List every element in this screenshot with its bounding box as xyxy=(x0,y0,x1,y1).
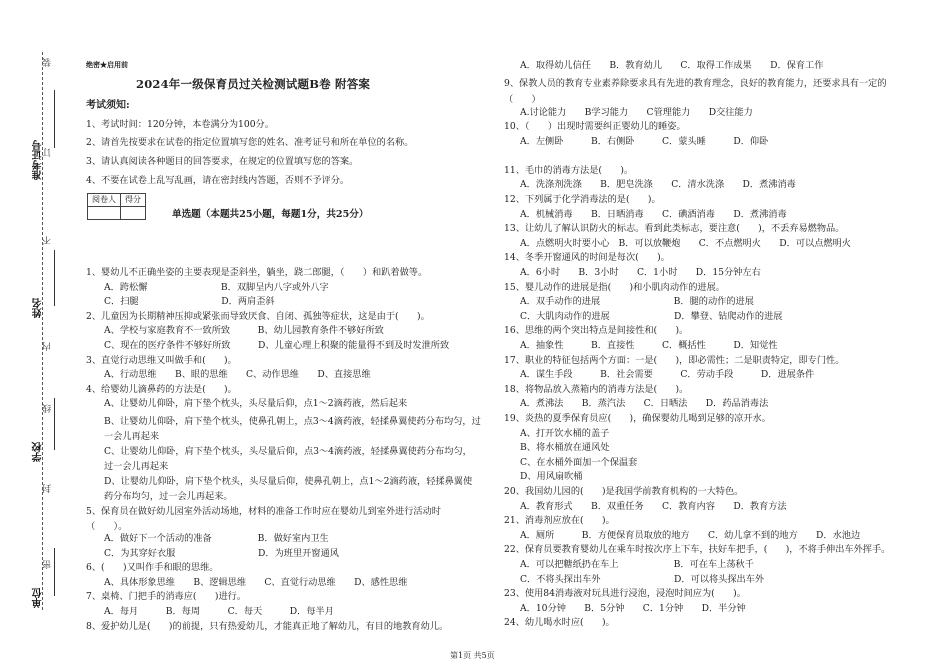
margin-dot: 不 xyxy=(43,236,53,245)
question-line: 12、下列属于化学消毒法的是( )。 xyxy=(504,194,661,205)
question-line: A．取得幼儿信任 B．教育幼儿 C．取得工作成果 D．保育工作 xyxy=(520,60,824,71)
question-line: C、现在的医疗条件不够好所致 D、儿童心理上积聚的能量得不到及时发泄所致 xyxy=(104,340,450,351)
question-line: 17、职业的特征包括两个方面：一是( )，即必需性；二是职责特定，即专门性。 xyxy=(504,354,845,366)
question-line: C、在水桶外面加一个保温套 xyxy=(520,456,638,468)
question-line: 7、桌椅、门把手的消毒应( )进行。 xyxy=(86,591,247,603)
exam-number-label: 准考证号 xyxy=(33,140,44,180)
question-line: 24、幼儿喝水时应( )。 xyxy=(504,617,615,629)
margin-dot: 订 xyxy=(43,148,53,157)
question-line: A．教育形式 B．双重任务 C．教育内容 D．教育方法 xyxy=(520,500,787,512)
question-line: 3、直觉行动思维又叫做手和( )。 xyxy=(86,354,237,366)
notice-item: 3、请认真阅读各种题目的回答要求，在规定的位置填写您的答案。 xyxy=(86,156,359,167)
question-line: A．洗涤剂洗涤 B．肥皂洗涤 C．清水洗涤 D．煮沸消毒 xyxy=(520,179,796,191)
secret-mark: 绝密★启用前 xyxy=(86,60,128,69)
question-line: A．煮沸法 B．蒸汽法 C．日晒法 D．药品消毒法 xyxy=(520,398,769,410)
school-label: 学校 xyxy=(33,442,44,462)
question-line: A．6小时 B．3小时 C．1小时 D．15分钟左右 xyxy=(520,267,761,278)
margin-dot: 封 xyxy=(43,484,53,493)
question-line: A．抽象性 B．直接性 C．概括性 D．知觉性 xyxy=(520,340,778,351)
question-line: A、行动思维 B、眼的思维 C、动作思维 D、直接思维 xyxy=(104,369,371,381)
notice-heading: 考试须知: xyxy=(86,100,130,111)
question-line: A、具体形象思维 B、逻辑思维 C、直觉行动思维 D、感性思维 xyxy=(104,576,408,588)
question-line: 2、儿童因为长期精神压抑或紧张而导致厌食、自闭、孤独等症状，这是由于( )。 xyxy=(86,310,430,322)
question-line: 20、我国幼儿园的( )是我国学前教育机构的一大特色。 xyxy=(504,486,744,497)
binding-margin xyxy=(0,0,72,671)
margin-dot: 装 xyxy=(43,58,53,67)
margin-dot: 线 xyxy=(43,404,53,413)
unit-field[interactable] xyxy=(54,548,55,596)
question-line: 14、冬季开窗通风的时间是每次( )。 xyxy=(504,252,670,264)
score-cell[interactable] xyxy=(121,207,146,220)
question-line: 4、给婴幼儿滴鼻药的方法是( )。 xyxy=(86,383,237,395)
page-title: 2024年一级保育员过关检测试题B卷 附答案 xyxy=(136,77,371,91)
unit-label: 单位 xyxy=(33,588,44,608)
question-line: A、让婴幼儿仰卧，肩下垫个枕头，头尽量后仰，点1～2滴药液，然后起来 xyxy=(104,398,408,410)
question-line: C．扫腿 D．两肩歪斜 xyxy=(104,296,275,308)
question-line: A．跨松懈 B．双脚呈内八字或外八字 xyxy=(104,281,329,293)
question-line: C、让婴幼儿仰卧，肩下垫个枕头，头尽量后仰，点3～4滴药液，轻揉鼻翼使药分布均匀，过一会儿再起来 xyxy=(104,446,472,472)
question-line: D、用风扇吹桶 xyxy=(520,471,583,483)
question-line: C．不将头探出车外 D．可以将头探出车外 xyxy=(520,573,765,585)
question-line: 15、婴儿动作的进展是指( )和小肌肉动作的进展。 xyxy=(504,281,725,293)
margin-dot: 密 xyxy=(43,560,53,569)
question-line: A．每月 B．每周 C．每天 D．每半月 xyxy=(104,606,334,617)
question-line: 11、毛巾的消毒方法是( )。 xyxy=(504,164,634,176)
question-line: 22、保育员要教育婴幼儿在乘车时按次序上下车，扶好车把手，( )，不将手伸出车外挥手。 xyxy=(504,544,891,556)
question-line: 6、( )又叫作手和眼的思维。 xyxy=(86,562,219,574)
notice-item: 2、请首先按要求在试卷的指定位置填写您的姓名、准考证号和所在单位的名称。 xyxy=(86,137,414,148)
seal-line xyxy=(42,52,43,610)
question-line: 9、保教人员的教育专业素养除要求具有先进的教育理念，良好的教育能力，还要求具有一定的（ ） xyxy=(504,77,887,105)
question-line: 8、爱护幼儿是( )的前提，只有热爱幼儿，才能真正地了解幼儿，有目的地教育幼儿。 xyxy=(86,620,449,632)
question-line: 19、炎热的夏季保育员应( )，确保婴幼儿喝到足够的凉开水。 xyxy=(504,413,771,424)
question-line: 13、让幼儿了解认识防火的标志。看到此类标志，要注意( )，不丢弃易燃物品。 xyxy=(504,223,845,235)
score-table xyxy=(87,193,146,220)
question-line: 23、使用84消毒液对玩具进行浸泡，浸泡时间应为( )。 xyxy=(504,588,746,600)
question-line: 10、（ ）出现时需要纠正婴幼儿的睡姿。 xyxy=(504,121,686,133)
question-line: A．可以把糖纸扔在车上 B．可在车上荡秋千 xyxy=(520,559,754,570)
question-line: A.讨论能力 B学习能力 C管理能力 D交往能力 xyxy=(520,106,753,118)
question-line: 1、婴幼儿不正确坐姿的主要表现是歪斜坐，躺坐，跷二郎腿，（ ）和趴着做等。 xyxy=(86,267,428,278)
notice-item: 1、考试时间：120分钟，本卷满分为100分。 xyxy=(86,119,274,130)
question-line: B、将水桶放在通风处 xyxy=(520,442,610,454)
question-line: A．谋生手段 B．社会需要 C．劳动手段 D．进展条件 xyxy=(520,369,815,381)
question-line: 16、思维的两个突出特点是间接性和( )。 xyxy=(504,325,689,337)
question-line: B、让婴幼儿仰卧，肩下垫个枕头，使鼻孔朝上，点3～4滴药液，轻揉鼻翼使药分布均匀，过一会儿再起来 xyxy=(104,416,481,442)
notice-item: 4、不要在试卷上乱写乱画，请在密封线内答题，否则不予评分。 xyxy=(86,175,350,186)
question-line: A．机械消毒 B．日晒消毒 C．碘酒消毒 D．煮沸消毒 xyxy=(520,208,787,220)
question-line: 5、保育员在做好幼儿园室外活动场地，材料的准备工作时应在婴幼儿到室外进行活动时（ ）。 xyxy=(86,506,441,532)
question-line: A．10分钟 B．5分钟 C．1分钟 D．半分钟 xyxy=(520,602,746,614)
question-line: A．点燃明火时要小心 B．可以放鞭炮 C．不点燃明火 D．可以点燃明火 xyxy=(520,237,851,249)
question-line: A．双手动作的进展 B．腿的动作的进展 xyxy=(520,296,754,308)
name-label: 姓名 xyxy=(33,298,44,318)
section-title: 单选题（本题共25小题，每题1分，共25分） xyxy=(172,209,369,220)
question-line: A．厕所 B．方便保育员取放的地方 C．幼儿拿不到的地方 D．水池边 xyxy=(520,529,861,541)
name-field[interactable] xyxy=(54,250,55,306)
question-line: A、学校与家庭教育不一致所致 B、幼儿园教育条件不够好所致 xyxy=(104,325,384,337)
question-line: C．大肌肉动作的进展 D．攀登、钻爬动作的进展 xyxy=(520,310,783,322)
exam-number-field[interactable] xyxy=(54,90,55,148)
grader-cell[interactable] xyxy=(88,207,121,220)
school-field[interactable] xyxy=(54,398,55,450)
question-line: 21、消毒剂应放在( )。 xyxy=(504,515,615,527)
question-line: A．左侧卧 B．右侧卧 C．蒙头睡 D．仰卧 xyxy=(520,135,769,147)
question-line: A．做好下一个活动的准备 B．做好室内卫生 xyxy=(104,533,329,544)
question-line: 18、将物品放入蒸箱内的消毒方法是( )。 xyxy=(504,383,689,395)
grader-label: 阅卷人 xyxy=(88,194,121,207)
score-label: 得分 xyxy=(121,194,146,207)
margin-dot: 内 xyxy=(43,342,53,351)
question-line: C．为其穿好衣服 D．为班里开窗通风 xyxy=(104,547,339,559)
page-footer: 第1页 共5页 xyxy=(450,651,495,660)
question-line: A、打开饮水桶的盖子 xyxy=(520,427,610,439)
question-line: D、让婴幼儿仰卧，肩下垫个枕头，头尽量后仰，使鼻孔朝上，点1～2滴药液，轻揉鼻翼使药分布均匀，过一会儿再起来。 xyxy=(104,476,473,502)
